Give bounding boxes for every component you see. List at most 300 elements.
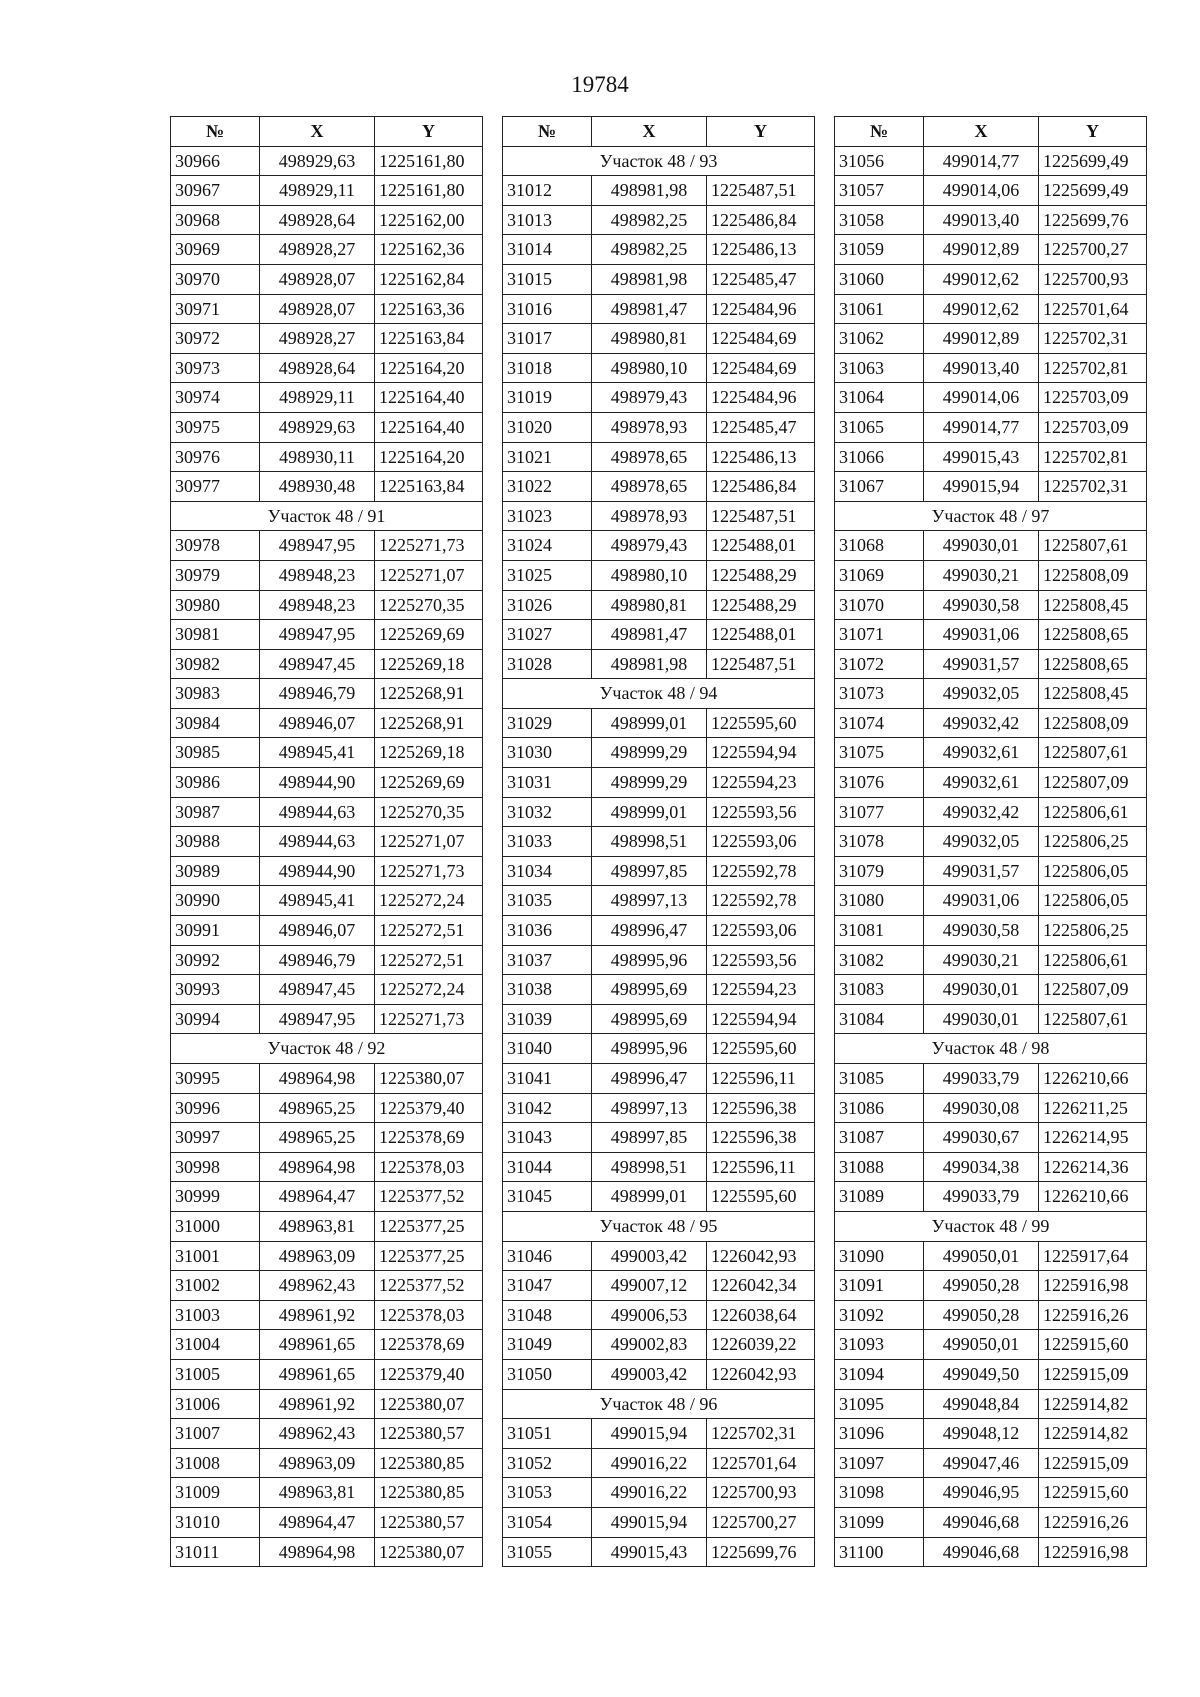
point-number-cell: 30976 (171, 442, 260, 472)
point-number-cell: 31045 (503, 1182, 592, 1212)
table-row (503, 442, 815, 472)
y-coordinate-cell: 1225593,56 (707, 945, 815, 975)
y-coordinate-cell: 1225272,24 (375, 975, 483, 1005)
y-coordinate-cell: 1225269,69 (375, 768, 483, 798)
point-number-cell: 30998 (171, 1152, 260, 1182)
x-coordinate-cell: 499049,50 (924, 1359, 1039, 1389)
table-row (503, 1478, 815, 1508)
table-row (171, 235, 483, 265)
x-coordinate-cell: 499033,79 (924, 1182, 1039, 1212)
y-coordinate-cell: 1225807,61 (1039, 1004, 1147, 1034)
section-title: Участок 48 / 93 (503, 146, 815, 176)
y-coordinate-cell: 1225486,84 (707, 472, 815, 502)
x-coordinate-cell: 498946,07 (260, 708, 375, 738)
section-title: Участок 48 / 98 (835, 1034, 1147, 1064)
x-coordinate-cell: 498944,63 (260, 827, 375, 857)
table-row (503, 1064, 815, 1094)
point-number-cell: 31071 (835, 620, 924, 650)
point-number-cell: 31058 (835, 205, 924, 235)
x-coordinate-cell: 498945,41 (260, 886, 375, 916)
table-row (835, 294, 1147, 324)
y-coordinate-cell: 1225916,98 (1039, 1271, 1147, 1301)
x-coordinate-cell: 499032,61 (924, 768, 1039, 798)
point-number-cell: 30982 (171, 649, 260, 679)
table-row (171, 1241, 483, 1271)
point-number-cell: 30981 (171, 620, 260, 650)
y-coordinate-cell: 1225702,81 (1039, 353, 1147, 383)
table-row (835, 1359, 1147, 1389)
table-row (835, 679, 1147, 709)
table-row (171, 768, 483, 798)
point-number-cell: 31068 (835, 531, 924, 561)
y-coordinate-cell: 1225594,94 (707, 738, 815, 768)
point-number-cell: 31100 (835, 1537, 924, 1567)
header-number: № (171, 117, 260, 147)
point-number-cell: 31060 (835, 264, 924, 294)
table-row (835, 1330, 1147, 1360)
x-coordinate-cell: 499032,42 (924, 708, 1039, 738)
table-row (171, 856, 483, 886)
x-coordinate-cell: 498947,45 (260, 649, 375, 679)
table-row (503, 531, 815, 561)
point-number-cell: 30977 (171, 472, 260, 502)
x-coordinate-cell: 499030,01 (924, 531, 1039, 561)
point-number-cell: 31098 (835, 1478, 924, 1508)
point-number-cell: 31041 (503, 1064, 592, 1094)
point-number-cell: 31079 (835, 856, 924, 886)
y-coordinate-cell: 1225163,84 (375, 324, 483, 354)
x-coordinate-cell: 499003,42 (592, 1359, 707, 1389)
point-number-cell: 31007 (171, 1419, 260, 1449)
x-coordinate-cell: 498979,43 (592, 531, 707, 561)
table-row (503, 1093, 815, 1123)
x-coordinate-cell: 499013,40 (924, 205, 1039, 235)
x-coordinate-cell: 498946,79 (260, 679, 375, 709)
table-row (171, 916, 483, 946)
point-number-cell: 31026 (503, 590, 592, 620)
y-coordinate-cell: 1225161,80 (375, 176, 483, 206)
table-row (835, 412, 1147, 442)
x-coordinate-cell: 498997,13 (592, 886, 707, 916)
point-number-cell: 31022 (503, 472, 592, 502)
x-coordinate-cell: 498981,98 (592, 649, 707, 679)
x-coordinate-cell: 498995,69 (592, 975, 707, 1005)
y-coordinate-cell: 1225164,40 (375, 412, 483, 442)
table-row (171, 649, 483, 679)
x-coordinate-cell: 499015,94 (924, 472, 1039, 502)
point-number-cell: 31032 (503, 797, 592, 827)
table-row (503, 1300, 815, 1330)
y-coordinate-cell: 1225596,11 (707, 1064, 815, 1094)
y-coordinate-cell: 1225700,27 (707, 1507, 815, 1537)
y-coordinate-cell: 1225702,31 (1039, 472, 1147, 502)
y-coordinate-cell: 1225162,00 (375, 205, 483, 235)
point-number-cell: 31055 (503, 1537, 592, 1567)
point-number-cell: 31052 (503, 1448, 592, 1478)
point-number-cell: 30992 (171, 945, 260, 975)
x-coordinate-cell: 498947,95 (260, 531, 375, 561)
x-coordinate-cell: 498979,43 (592, 383, 707, 413)
y-coordinate-cell: 1225488,01 (707, 531, 815, 561)
point-number-cell: 31096 (835, 1419, 924, 1449)
y-coordinate-cell: 1225808,09 (1039, 708, 1147, 738)
y-coordinate-cell: 1225593,06 (707, 916, 815, 946)
point-number-cell: 31009 (171, 1478, 260, 1508)
x-coordinate-cell: 498981,98 (592, 176, 707, 206)
x-coordinate-cell: 498964,98 (260, 1537, 375, 1567)
x-coordinate-cell: 499002,83 (592, 1330, 707, 1360)
y-coordinate-cell: 1225380,07 (375, 1064, 483, 1094)
table-row (835, 1271, 1147, 1301)
section-row (503, 146, 815, 176)
table-row (171, 1093, 483, 1123)
x-coordinate-cell: 498999,01 (592, 1182, 707, 1212)
y-coordinate-cell: 1225806,25 (1039, 916, 1147, 946)
table-row (503, 235, 815, 265)
table-row (503, 649, 815, 679)
table-row (503, 945, 815, 975)
table-row (171, 886, 483, 916)
y-coordinate-cell: 1225488,29 (707, 590, 815, 620)
table-row (835, 916, 1147, 946)
x-coordinate-cell: 499012,62 (924, 264, 1039, 294)
table-row (171, 620, 483, 650)
y-coordinate-cell: 1225808,65 (1039, 649, 1147, 679)
point-number-cell: 30990 (171, 886, 260, 916)
table-row (835, 1448, 1147, 1478)
point-number-cell: 31027 (503, 620, 592, 650)
x-coordinate-cell: 498996,47 (592, 1064, 707, 1094)
point-number-cell: 31017 (503, 324, 592, 354)
table-row (503, 412, 815, 442)
x-coordinate-cell: 498998,51 (592, 1152, 707, 1182)
table-row (503, 353, 815, 383)
x-coordinate-cell: 498978,65 (592, 442, 707, 472)
x-coordinate-cell: 499030,01 (924, 1004, 1039, 1034)
x-coordinate-cell: 499032,42 (924, 797, 1039, 827)
header-x: X (260, 117, 375, 147)
x-coordinate-cell: 498944,90 (260, 856, 375, 886)
y-coordinate-cell: 1225162,36 (375, 235, 483, 265)
point-number-cell: 31000 (171, 1211, 260, 1241)
y-coordinate-cell: 1225484,69 (707, 324, 815, 354)
y-coordinate-cell: 1226214,95 (1039, 1123, 1147, 1153)
y-coordinate-cell: 1225487,51 (707, 649, 815, 679)
x-coordinate-cell: 499046,68 (924, 1537, 1039, 1567)
y-coordinate-cell: 1225488,29 (707, 560, 815, 590)
y-coordinate-cell: 1225699,76 (1039, 205, 1147, 235)
x-coordinate-cell: 498999,01 (592, 708, 707, 738)
x-coordinate-cell: 499012,62 (924, 294, 1039, 324)
x-coordinate-cell: 498930,11 (260, 442, 375, 472)
y-coordinate-cell: 1225914,82 (1039, 1419, 1147, 1449)
point-number-cell: 31016 (503, 294, 592, 324)
y-coordinate-cell: 1225807,61 (1039, 738, 1147, 768)
point-number-cell: 31015 (503, 264, 592, 294)
x-coordinate-cell: 499030,21 (924, 560, 1039, 590)
section-title: Участок 48 / 95 (503, 1211, 815, 1241)
x-coordinate-cell: 498978,93 (592, 501, 707, 531)
table-row (503, 1330, 815, 1360)
table-row (503, 1241, 815, 1271)
y-coordinate-cell: 1225487,51 (707, 501, 815, 531)
table-row (835, 620, 1147, 650)
table-row (835, 1004, 1147, 1034)
y-coordinate-cell: 1225270,35 (375, 590, 483, 620)
y-coordinate-cell: 1225486,84 (707, 205, 815, 235)
table-row (835, 886, 1147, 916)
point-number-cell: 31093 (835, 1330, 924, 1360)
point-number-cell: 31012 (503, 176, 592, 206)
x-coordinate-cell: 498982,25 (592, 235, 707, 265)
x-coordinate-cell: 499030,58 (924, 590, 1039, 620)
point-number-cell: 30985 (171, 738, 260, 768)
point-number-cell: 31097 (835, 1448, 924, 1478)
y-coordinate-cell: 1225806,61 (1039, 945, 1147, 975)
table-row (835, 1507, 1147, 1537)
x-coordinate-cell: 498928,27 (260, 324, 375, 354)
table-row (835, 442, 1147, 472)
table-row (171, 264, 483, 294)
x-coordinate-cell: 498964,98 (260, 1064, 375, 1094)
y-coordinate-cell: 1225808,45 (1039, 679, 1147, 709)
table-row (835, 1478, 1147, 1508)
y-coordinate-cell: 1225915,60 (1039, 1478, 1147, 1508)
x-coordinate-cell: 498962,43 (260, 1271, 375, 1301)
x-coordinate-cell: 498978,65 (592, 472, 707, 502)
y-coordinate-cell: 1225595,60 (707, 1034, 815, 1064)
point-number-cell: 30972 (171, 324, 260, 354)
table-row (171, 738, 483, 768)
x-coordinate-cell: 498999,29 (592, 738, 707, 768)
point-number-cell: 31001 (171, 1241, 260, 1271)
y-coordinate-cell: 1225806,25 (1039, 827, 1147, 857)
point-number-cell: 31054 (503, 1507, 592, 1537)
point-number-cell: 31033 (503, 827, 592, 857)
x-coordinate-cell: 498963,81 (260, 1478, 375, 1508)
point-number-cell: 31013 (503, 205, 592, 235)
point-number-cell: 30966 (171, 146, 260, 176)
table-row (503, 590, 815, 620)
table-row (835, 1093, 1147, 1123)
x-coordinate-cell: 498980,81 (592, 590, 707, 620)
point-number-cell: 31067 (835, 472, 924, 502)
x-coordinate-cell: 498997,85 (592, 856, 707, 886)
table-row (835, 205, 1147, 235)
point-number-cell: 30968 (171, 205, 260, 235)
point-number-cell: 31040 (503, 1034, 592, 1064)
y-coordinate-cell: 1225594,94 (707, 1004, 815, 1034)
table-header-row (835, 117, 1147, 147)
table-row (503, 205, 815, 235)
x-coordinate-cell: 499050,01 (924, 1241, 1039, 1271)
x-coordinate-cell: 498980,81 (592, 324, 707, 354)
x-coordinate-cell: 499016,22 (592, 1448, 707, 1478)
point-number-cell: 30997 (171, 1123, 260, 1153)
point-number-cell: 30986 (171, 768, 260, 798)
point-number-cell: 31086 (835, 1093, 924, 1123)
y-coordinate-cell: 1226039,22 (707, 1330, 815, 1360)
x-coordinate-cell: 499032,61 (924, 738, 1039, 768)
x-coordinate-cell: 499031,06 (924, 886, 1039, 916)
x-coordinate-cell: 498961,92 (260, 1389, 375, 1419)
y-coordinate-cell: 1225594,23 (707, 768, 815, 798)
table-row (171, 472, 483, 502)
point-number-cell: 31099 (835, 1507, 924, 1537)
point-number-cell: 31077 (835, 797, 924, 827)
x-coordinate-cell: 499030,67 (924, 1123, 1039, 1153)
header-number: № (835, 117, 924, 147)
table-row (503, 294, 815, 324)
point-number-cell: 31081 (835, 916, 924, 946)
y-coordinate-cell: 1225808,45 (1039, 590, 1147, 620)
point-number-cell: 31053 (503, 1478, 592, 1508)
x-coordinate-cell: 499048,12 (924, 1419, 1039, 1449)
header-y: Y (1039, 117, 1147, 147)
y-coordinate-cell: 1225380,57 (375, 1419, 483, 1449)
table-row (503, 975, 815, 1005)
y-coordinate-cell: 1225272,51 (375, 945, 483, 975)
y-coordinate-cell: 1225699,49 (1039, 146, 1147, 176)
y-coordinate-cell: 1225377,52 (375, 1182, 483, 1212)
x-coordinate-cell: 498999,29 (592, 768, 707, 798)
point-number-cell: 31039 (503, 1004, 592, 1034)
y-coordinate-cell: 1225916,26 (1039, 1507, 1147, 1537)
x-coordinate-cell: 498929,11 (260, 383, 375, 413)
x-coordinate-cell: 499031,57 (924, 856, 1039, 886)
point-number-cell: 31066 (835, 442, 924, 472)
coordinates-table-2 (502, 116, 815, 1567)
y-coordinate-cell: 1225594,23 (707, 975, 815, 1005)
y-coordinate-cell: 1225916,98 (1039, 1537, 1147, 1567)
point-number-cell: 31076 (835, 768, 924, 798)
table-row (835, 531, 1147, 561)
y-coordinate-cell: 1225162,84 (375, 264, 483, 294)
table-row (171, 383, 483, 413)
table-row (835, 353, 1147, 383)
y-coordinate-cell: 1226042,34 (707, 1271, 815, 1301)
point-number-cell: 31084 (835, 1004, 924, 1034)
x-coordinate-cell: 498961,65 (260, 1330, 375, 1360)
y-coordinate-cell: 1225806,05 (1039, 886, 1147, 916)
point-number-cell: 31064 (835, 383, 924, 413)
y-coordinate-cell: 1225377,25 (375, 1211, 483, 1241)
x-coordinate-cell: 499016,22 (592, 1478, 707, 1508)
y-coordinate-cell: 1225380,85 (375, 1478, 483, 1508)
table-row (171, 442, 483, 472)
x-coordinate-cell: 499030,08 (924, 1093, 1039, 1123)
table-row (503, 1034, 815, 1064)
x-coordinate-cell: 498978,93 (592, 412, 707, 442)
y-coordinate-cell: 1225378,69 (375, 1330, 483, 1360)
table-row (171, 176, 483, 206)
table-row (171, 1389, 483, 1419)
point-number-cell: 31092 (835, 1300, 924, 1330)
x-coordinate-cell: 499012,89 (924, 324, 1039, 354)
point-number-cell: 30995 (171, 1064, 260, 1094)
y-coordinate-cell: 1225595,60 (707, 1182, 815, 1212)
table-row (171, 531, 483, 561)
y-coordinate-cell: 1225269,18 (375, 738, 483, 768)
y-coordinate-cell: 1225699,76 (707, 1537, 815, 1567)
point-number-cell: 31038 (503, 975, 592, 1005)
y-coordinate-cell: 1225269,18 (375, 649, 483, 679)
y-coordinate-cell: 1225702,31 (707, 1419, 815, 1449)
table-row (171, 1300, 483, 1330)
table-row (503, 856, 815, 886)
y-coordinate-cell: 1225807,61 (1039, 531, 1147, 561)
x-coordinate-cell: 499031,06 (924, 620, 1039, 650)
x-coordinate-cell: 498981,47 (592, 620, 707, 650)
x-coordinate-cell: 498998,51 (592, 827, 707, 857)
point-number-cell: 31031 (503, 768, 592, 798)
table-row (171, 708, 483, 738)
x-coordinate-cell: 498964,47 (260, 1182, 375, 1212)
table-row (835, 975, 1147, 1005)
x-coordinate-cell: 498944,63 (260, 797, 375, 827)
y-coordinate-cell: 1225699,49 (1039, 176, 1147, 206)
x-coordinate-cell: 499015,94 (592, 1507, 707, 1537)
y-coordinate-cell: 1225380,07 (375, 1389, 483, 1419)
y-coordinate-cell: 1225592,78 (707, 886, 815, 916)
y-coordinate-cell: 1225270,35 (375, 797, 483, 827)
section-title: Участок 48 / 97 (835, 501, 1147, 531)
x-coordinate-cell: 498928,07 (260, 264, 375, 294)
x-coordinate-cell: 498961,92 (260, 1300, 375, 1330)
y-coordinate-cell: 1226211,25 (1039, 1093, 1147, 1123)
point-number-cell: 31021 (503, 442, 592, 472)
x-coordinate-cell: 498928,64 (260, 205, 375, 235)
section-row (835, 1211, 1147, 1241)
table-row (503, 383, 815, 413)
point-number-cell: 31025 (503, 560, 592, 590)
y-coordinate-cell: 1225484,69 (707, 353, 815, 383)
point-number-cell: 30996 (171, 1093, 260, 1123)
x-coordinate-cell: 498947,45 (260, 975, 375, 1005)
point-number-cell: 30974 (171, 383, 260, 413)
point-number-cell: 31048 (503, 1300, 592, 1330)
y-coordinate-cell: 1225703,09 (1039, 383, 1147, 413)
table-row (503, 768, 815, 798)
x-coordinate-cell: 499048,84 (924, 1389, 1039, 1419)
section-title: Участок 48 / 99 (835, 1211, 1147, 1241)
point-number-cell: 30969 (171, 235, 260, 265)
y-coordinate-cell: 1225272,51 (375, 916, 483, 946)
y-coordinate-cell: 1225914,82 (1039, 1389, 1147, 1419)
point-number-cell: 31059 (835, 235, 924, 265)
point-number-cell: 31034 (503, 856, 592, 886)
y-coordinate-cell: 1225378,03 (375, 1152, 483, 1182)
x-coordinate-cell: 499007,12 (592, 1271, 707, 1301)
y-coordinate-cell: 1225378,03 (375, 1300, 483, 1330)
section-row (835, 1034, 1147, 1064)
section-title: Участок 48 / 92 (171, 1034, 483, 1064)
table-row (171, 1064, 483, 1094)
point-number-cell: 31019 (503, 383, 592, 413)
x-coordinate-cell: 498965,25 (260, 1123, 375, 1153)
point-number-cell: 31074 (835, 708, 924, 738)
x-coordinate-cell: 499014,06 (924, 383, 1039, 413)
table-row (503, 1419, 815, 1449)
point-number-cell: 31046 (503, 1241, 592, 1271)
table-row (835, 176, 1147, 206)
point-number-cell: 31072 (835, 649, 924, 679)
x-coordinate-cell: 498944,90 (260, 768, 375, 798)
x-coordinate-cell: 498928,64 (260, 353, 375, 383)
y-coordinate-cell: 1225271,73 (375, 531, 483, 561)
y-coordinate-cell: 1225596,38 (707, 1123, 815, 1153)
table-row (835, 649, 1147, 679)
